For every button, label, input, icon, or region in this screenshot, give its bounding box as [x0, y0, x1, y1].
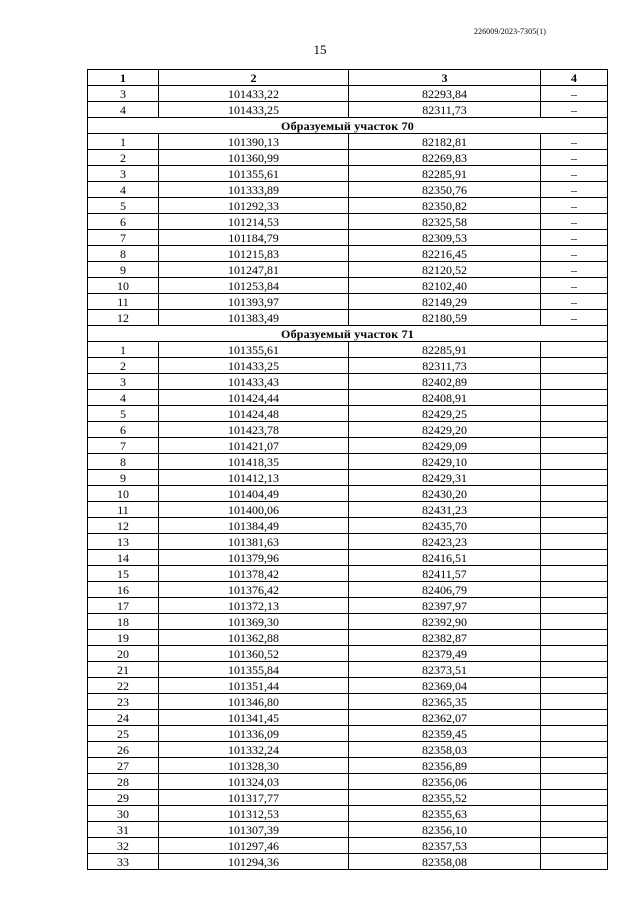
point-number-cell: 6 [88, 422, 159, 438]
table-row [88, 598, 608, 614]
x-coordinate-cell: 101379,96 [159, 550, 349, 566]
point-number-cell: 25 [88, 726, 159, 742]
x-coordinate-cell: 101433,25 [159, 358, 349, 374]
note-cell: – [541, 294, 608, 310]
point-number-cell: 20 [88, 646, 159, 662]
x-coordinate-cell: 101247,81 [159, 262, 349, 278]
x-coordinate-cell: 101433,22 [159, 86, 349, 102]
x-coordinate-cell: 101355,61 [159, 342, 349, 358]
x-coordinate-cell: 101324,03 [159, 774, 349, 790]
y-coordinate-cell: 82355,63 [349, 806, 541, 822]
point-number-cell: 16 [88, 582, 159, 598]
y-coordinate-cell: 82355,52 [349, 790, 541, 806]
note-cell [541, 422, 608, 438]
y-coordinate-cell: 82406,79 [349, 582, 541, 598]
point-number-cell: 22 [88, 678, 159, 694]
note-cell: – [541, 310, 608, 326]
table-row [88, 710, 608, 726]
y-coordinate-cell: 82350,82 [349, 198, 541, 214]
y-coordinate-cell: 82325,58 [349, 214, 541, 230]
note-cell [541, 502, 608, 518]
table-row [88, 662, 608, 678]
table-row [88, 678, 608, 694]
table-row [88, 102, 608, 118]
x-coordinate-cell: 101253,84 [159, 278, 349, 294]
section-header-row [88, 118, 608, 134]
table-row [88, 486, 608, 502]
note-cell [541, 358, 608, 374]
point-number-cell: 11 [88, 502, 159, 518]
note-cell [541, 454, 608, 470]
y-coordinate-cell: 82359,45 [349, 726, 541, 742]
x-coordinate-cell: 101312,53 [159, 806, 349, 822]
note-cell [541, 486, 608, 502]
table-row [88, 838, 608, 854]
point-number-cell: 21 [88, 662, 159, 678]
section-header-row [88, 326, 608, 342]
table-row [88, 790, 608, 806]
note-cell [541, 694, 608, 710]
point-number-cell: 10 [88, 486, 159, 502]
point-number-cell: 26 [88, 742, 159, 758]
table-row [88, 646, 608, 662]
table-row [88, 134, 608, 150]
x-coordinate-cell: 101328,30 [159, 758, 349, 774]
note-cell [541, 854, 608, 870]
note-cell [541, 470, 608, 486]
note-cell [541, 374, 608, 390]
x-coordinate-cell: 101418,35 [159, 454, 349, 470]
point-number-cell: 29 [88, 790, 159, 806]
point-number-cell: 13 [88, 534, 159, 550]
table-row [88, 358, 608, 374]
table-row [88, 758, 608, 774]
note-cell [541, 390, 608, 406]
y-coordinate-cell: 82369,04 [349, 678, 541, 694]
note-cell [541, 566, 608, 582]
x-coordinate-cell: 101351,44 [159, 678, 349, 694]
table-row [88, 150, 608, 166]
x-coordinate-cell: 101404,49 [159, 486, 349, 502]
table-row [88, 774, 608, 790]
y-coordinate-cell: 82285,91 [349, 342, 541, 358]
point-number-cell: 4 [88, 102, 159, 118]
note-cell [541, 662, 608, 678]
point-number-cell: 14 [88, 550, 159, 566]
x-coordinate-cell: 101292,33 [159, 198, 349, 214]
y-coordinate-cell: 82429,09 [349, 438, 541, 454]
point-number-cell: 32 [88, 838, 159, 854]
x-coordinate-cell: 101317,77 [159, 790, 349, 806]
table-body [88, 86, 608, 870]
y-coordinate-cell: 82216,45 [349, 246, 541, 262]
note-cell: – [541, 102, 608, 118]
note-cell [541, 630, 608, 646]
y-coordinate-cell: 82431,23 [349, 502, 541, 518]
note-cell: – [541, 182, 608, 198]
y-coordinate-cell: 82435,70 [349, 518, 541, 534]
note-cell: – [541, 214, 608, 230]
x-coordinate-cell: 101400,06 [159, 502, 349, 518]
table-row [88, 342, 608, 358]
note-cell [541, 534, 608, 550]
note-cell: – [541, 262, 608, 278]
point-number-cell: 15 [88, 566, 159, 582]
y-coordinate-cell: 82356,89 [349, 758, 541, 774]
point-number-cell: 8 [88, 454, 159, 470]
x-coordinate-cell: 101412,13 [159, 470, 349, 486]
y-coordinate-cell: 82429,10 [349, 454, 541, 470]
table-row [88, 310, 608, 326]
table-row [88, 406, 608, 422]
y-coordinate-cell: 82357,53 [349, 838, 541, 854]
x-coordinate-cell: 101381,63 [159, 534, 349, 550]
note-cell: – [541, 86, 608, 102]
x-coordinate-cell: 101362,88 [159, 630, 349, 646]
y-coordinate-cell: 82182,81 [349, 134, 541, 150]
x-coordinate-cell: 101424,44 [159, 390, 349, 406]
table-row [88, 294, 608, 310]
x-coordinate-cell: 101214,53 [159, 214, 349, 230]
point-number-cell: 17 [88, 598, 159, 614]
table-row [88, 806, 608, 822]
table-row [88, 246, 608, 262]
point-number-cell: 12 [88, 310, 159, 326]
y-coordinate-cell: 82269,83 [349, 150, 541, 166]
table-row [88, 502, 608, 518]
x-coordinate-cell: 101297,46 [159, 838, 349, 854]
table-row [88, 438, 608, 454]
table-row [88, 854, 608, 870]
table-row [88, 566, 608, 582]
point-number-cell: 7 [88, 438, 159, 454]
y-coordinate-cell: 82149,29 [349, 294, 541, 310]
point-number-cell: 10 [88, 278, 159, 294]
x-coordinate-cell: 101390,13 [159, 134, 349, 150]
x-coordinate-cell: 101355,84 [159, 662, 349, 678]
note-cell [541, 790, 608, 806]
x-coordinate-cell: 101384,49 [159, 518, 349, 534]
x-coordinate-cell: 101294,36 [159, 854, 349, 870]
point-number-cell: 27 [88, 758, 159, 774]
note-cell [541, 582, 608, 598]
y-coordinate-cell: 82358,03 [349, 742, 541, 758]
table-row [88, 374, 608, 390]
column-header: 3 [349, 70, 541, 86]
point-number-cell: 1 [88, 134, 159, 150]
column-header: 4 [541, 70, 608, 86]
y-coordinate-cell: 82356,10 [349, 822, 541, 838]
table-row [88, 582, 608, 598]
table-row [88, 694, 608, 710]
table-row [88, 534, 608, 550]
point-number-cell: 24 [88, 710, 159, 726]
x-coordinate-cell: 101372,13 [159, 598, 349, 614]
point-number-cell: 12 [88, 518, 159, 534]
point-number-cell: 8 [88, 246, 159, 262]
y-coordinate-cell: 82416,51 [349, 550, 541, 566]
x-coordinate-cell: 101433,43 [159, 374, 349, 390]
y-coordinate-cell: 82402,89 [349, 374, 541, 390]
table-row [88, 214, 608, 230]
point-number-cell: 33 [88, 854, 159, 870]
note-cell [541, 710, 608, 726]
y-coordinate-cell: 82350,76 [349, 182, 541, 198]
y-coordinate-cell: 82397,97 [349, 598, 541, 614]
x-coordinate-cell: 101336,09 [159, 726, 349, 742]
table-row [88, 518, 608, 534]
y-coordinate-cell: 82120,52 [349, 262, 541, 278]
note-cell [541, 774, 608, 790]
column-header: 2 [159, 70, 349, 86]
table-row [88, 278, 608, 294]
point-number-cell: 3 [88, 86, 159, 102]
x-coordinate-cell: 101307,39 [159, 822, 349, 838]
note-cell: – [541, 134, 608, 150]
note-cell [541, 406, 608, 422]
x-coordinate-cell: 101424,48 [159, 406, 349, 422]
y-coordinate-cell: 82356,06 [349, 774, 541, 790]
y-coordinate-cell: 82429,25 [349, 406, 541, 422]
x-coordinate-cell: 101421,07 [159, 438, 349, 454]
note-cell: – [541, 198, 608, 214]
y-coordinate-cell: 82311,73 [349, 102, 541, 118]
x-coordinate-cell: 101423,78 [159, 422, 349, 438]
point-number-cell: 4 [88, 182, 159, 198]
x-coordinate-cell: 101393,97 [159, 294, 349, 310]
document-number: 226009/2023-7305(1) [473, 27, 546, 36]
y-coordinate-cell: 82408,91 [349, 390, 541, 406]
x-coordinate-cell: 101376,42 [159, 582, 349, 598]
note-cell [541, 838, 608, 854]
y-coordinate-cell: 82430,20 [349, 486, 541, 502]
page-number: 15 [313, 42, 327, 57]
table-row [88, 470, 608, 486]
y-coordinate-cell: 82311,73 [349, 358, 541, 374]
note-cell: – [541, 230, 608, 246]
y-coordinate-cell: 82285,91 [349, 166, 541, 182]
table-row [88, 86, 608, 102]
x-coordinate-cell: 101332,24 [159, 742, 349, 758]
note-cell [541, 678, 608, 694]
table-row [88, 614, 608, 630]
x-coordinate-cell: 101346,80 [159, 694, 349, 710]
point-number-cell: 23 [88, 694, 159, 710]
note-cell: – [541, 150, 608, 166]
note-cell: – [541, 246, 608, 262]
y-coordinate-cell: 82429,20 [349, 422, 541, 438]
note-cell [541, 726, 608, 742]
note-cell [541, 742, 608, 758]
y-coordinate-cell: 82362,07 [349, 710, 541, 726]
x-coordinate-cell: 101360,52 [159, 646, 349, 662]
note-cell: – [541, 278, 608, 294]
table-row [88, 182, 608, 198]
point-number-cell: 28 [88, 774, 159, 790]
y-coordinate-cell: 82382,87 [349, 630, 541, 646]
point-number-cell: 11 [88, 294, 159, 310]
y-coordinate-cell: 82373,51 [349, 662, 541, 678]
y-coordinate-cell: 82365,35 [349, 694, 541, 710]
table-header-row [88, 70, 608, 86]
point-number-cell: 4 [88, 390, 159, 406]
x-coordinate-cell: 101433,25 [159, 102, 349, 118]
table-row [88, 630, 608, 646]
table-row [88, 262, 608, 278]
point-number-cell: 18 [88, 614, 159, 630]
section-title: Образуемый участок 70 [88, 118, 608, 134]
point-number-cell: 6 [88, 214, 159, 230]
y-coordinate-cell: 82102,40 [349, 278, 541, 294]
x-coordinate-cell: 101341,45 [159, 710, 349, 726]
y-coordinate-cell: 82293,84 [349, 86, 541, 102]
note-cell [541, 806, 608, 822]
point-number-cell: 5 [88, 198, 159, 214]
note-cell [541, 822, 608, 838]
table-row [88, 454, 608, 470]
table-row [88, 550, 608, 566]
note-cell [541, 438, 608, 454]
table-row [88, 742, 608, 758]
note-cell [541, 518, 608, 534]
y-coordinate-cell: 82423,23 [349, 534, 541, 550]
y-coordinate-cell: 82429,31 [349, 470, 541, 486]
column-header: 1 [88, 70, 159, 86]
x-coordinate-cell: 101378,42 [159, 566, 349, 582]
note-cell [541, 342, 608, 358]
table-row [88, 166, 608, 182]
x-coordinate-cell: 101184,79 [159, 230, 349, 246]
point-number-cell: 5 [88, 406, 159, 422]
y-coordinate-cell: 82180,59 [349, 310, 541, 326]
y-coordinate-cell: 82358,08 [349, 854, 541, 870]
point-number-cell: 9 [88, 262, 159, 278]
x-coordinate-cell: 101333,89 [159, 182, 349, 198]
section-title: Образуемый участок 71 [88, 326, 608, 342]
y-coordinate-cell: 82379,49 [349, 646, 541, 662]
note-cell [541, 614, 608, 630]
x-coordinate-cell: 101383,49 [159, 310, 349, 326]
note-cell [541, 550, 608, 566]
note-cell [541, 598, 608, 614]
x-coordinate-cell: 101360,99 [159, 150, 349, 166]
table-row [88, 822, 608, 838]
coordinates-table [87, 69, 608, 870]
point-number-cell: 2 [88, 150, 159, 166]
point-number-cell: 30 [88, 806, 159, 822]
table-row [88, 230, 608, 246]
x-coordinate-cell: 101215,83 [159, 246, 349, 262]
y-coordinate-cell: 82411,57 [349, 566, 541, 582]
point-number-cell: 31 [88, 822, 159, 838]
point-number-cell: 3 [88, 374, 159, 390]
point-number-cell: 19 [88, 630, 159, 646]
table-row [88, 726, 608, 742]
point-number-cell: 3 [88, 166, 159, 182]
note-cell: – [541, 166, 608, 182]
x-coordinate-cell: 101355,61 [159, 166, 349, 182]
point-number-cell: 2 [88, 358, 159, 374]
point-number-cell: 7 [88, 230, 159, 246]
note-cell [541, 646, 608, 662]
point-number-cell: 1 [88, 342, 159, 358]
table-row [88, 198, 608, 214]
table-row [88, 390, 608, 406]
table-row [88, 422, 608, 438]
note-cell [541, 758, 608, 774]
y-coordinate-cell: 82309,53 [349, 230, 541, 246]
y-coordinate-cell: 82392,90 [349, 614, 541, 630]
point-number-cell: 9 [88, 470, 159, 486]
x-coordinate-cell: 101369,30 [159, 614, 349, 630]
